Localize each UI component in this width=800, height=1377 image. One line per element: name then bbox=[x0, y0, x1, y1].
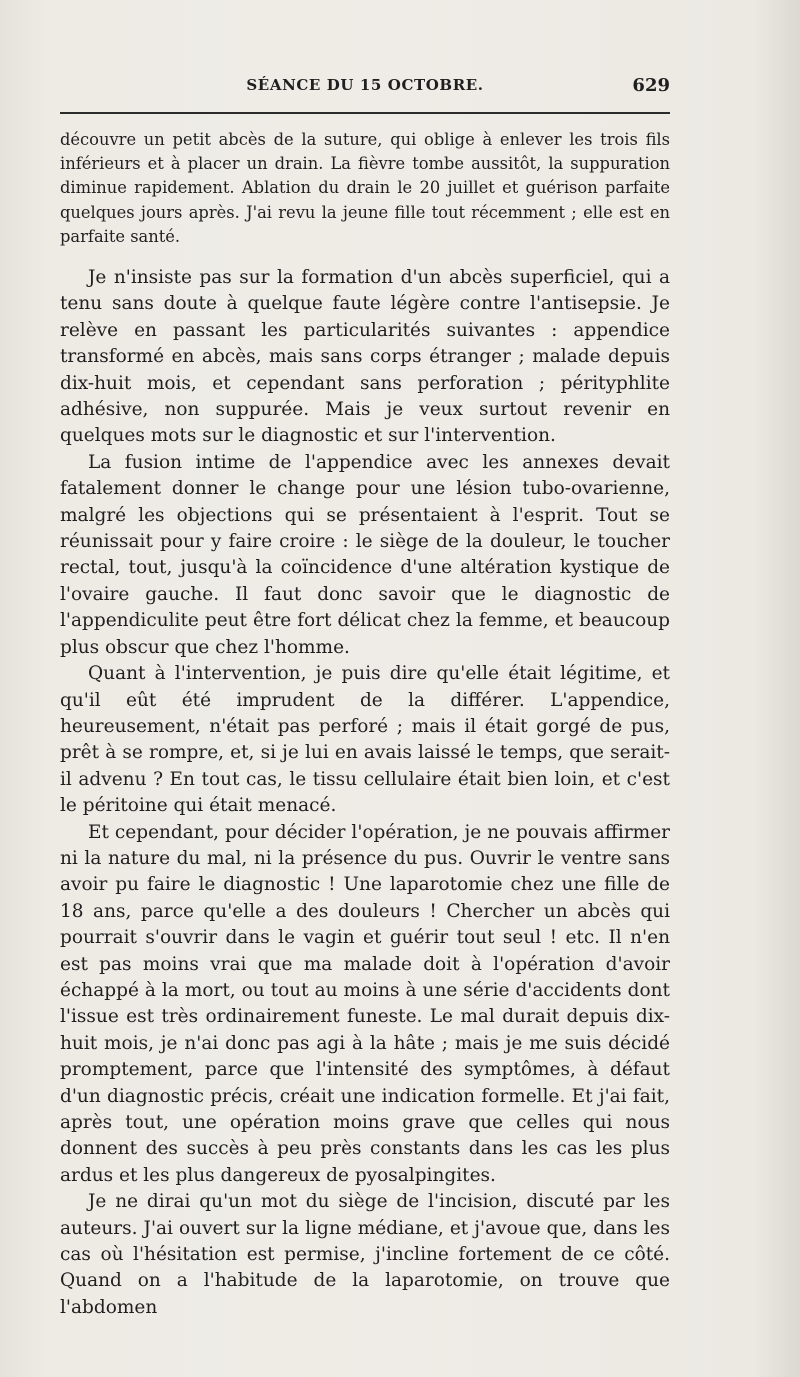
paragraph-2: La fusion intime de l'appendice avec les annexes devait fatalement donner le change pour une lésion tubo-ovarienne, malgré les objections qui se présentaient à l'esprit. Tout se réunissait pour y faire croire : le siège de la douleur, le toucher rectal, tout, jusqu'à la coïncidence d'une altération kystique de l'ovaire gauche. Il faut donc savoir que le diagnostic de l'appendiculite peut être fort délicat chez la femme, et beaucoup plus obscur que chez l'homme. bbox=[60, 451, 670, 658]
header-rule bbox=[60, 112, 670, 114]
page-content bbox=[60, 128, 670, 1321]
page-header bbox=[60, 76, 670, 100]
opening-paragraph: découvre un petit abcès de la suture, qui oblige à enlever les trois fils inférieurs et à placer un drain. La fièvre tombe aussitôt, la suppuration diminue rapidement. Ablation du drain le 20 juillet et guérison parfaite quelques jours après. J'ai revu la jeune fille tout récemment ; elle est en parfaite santé. bbox=[60, 130, 670, 246]
paragraph-1: Je n'insiste pas sur la formation d'un abcès superficiel, qui a tenu sans doute à quelque faute légère contre l'antisepsie. Je relève en passant les particularités suivantes : appendice transformé en abcès, mais sans corps étranger ; malade depuis dix-huit mois, et cependant sans perforation ; pérityphlite adhésive, non suppurée. Mais je veux surtout revenir en quelques mots sur le diagnostic et sur l'intervention. bbox=[60, 267, 670, 447]
page-number: 629 bbox=[632, 75, 670, 96]
paragraph-gap bbox=[60, 249, 670, 265]
paragraph-5: Je ne dirai qu'un mot du siège de l'incision, discuté par les auteurs. J'ai ouvert sur la ligne médiane, et j'avoue que, dans les cas où l'hésitation est permise, j'incline fortement de ce côté. Quand on a l'habitude de la laparotomie, on trouve que l'abdomen bbox=[60, 1191, 670, 1318]
paragraph-4: Et cependant, pour décider l'opération, je ne pouvais affirmer ni la nature du mal, ni la présence du pus. Ouvrir le ventre sans avoir pu faire le diagnostic ! Une laparotomie chez une fille de 18 ans, parce qu'elle a des douleurs ! Chercher un abcès qui pourrait s'ouvrir dans le vagin et guérir tout seul ! etc. Il n'en est pas moins vrai que ma malade doit à l'opération d'avoir échappé à la mort, ou tout au moins à une série d'accidents dont l'issue est très ordinairement funeste. Le mal durait depuis dix-huit mois, je n'ai donc pas agi à la hâte ; mais je me suis décidé promptement, parce que l'intensité des symptômes, à défaut d'un diagnostic précis, créait une indication formelle. Et j'ai fait, après tout, une opération moins grave que celles qui nous donnent des succès à peu près constants dans les cas les plus ardus et les plus dangereux de pyosalpingites. bbox=[60, 821, 670, 1186]
running-title: SÉANCE DU 15 OCTOBRE. bbox=[246, 76, 484, 94]
paragraph-3: Quant à l'intervention, je puis dire qu'elle était légitime, et qu'il eût été imprudent de la différer. L'appendice, heureusement, n'était pas perforé ; mais il était gorgé de pus, prêt à se rompre, et, si je lui en avais laissé le temps, que serait-il advenu ? En tout cas, le tissu cellulaire était bien loin, et c'est le péritoine qui était menacé. bbox=[60, 663, 670, 817]
